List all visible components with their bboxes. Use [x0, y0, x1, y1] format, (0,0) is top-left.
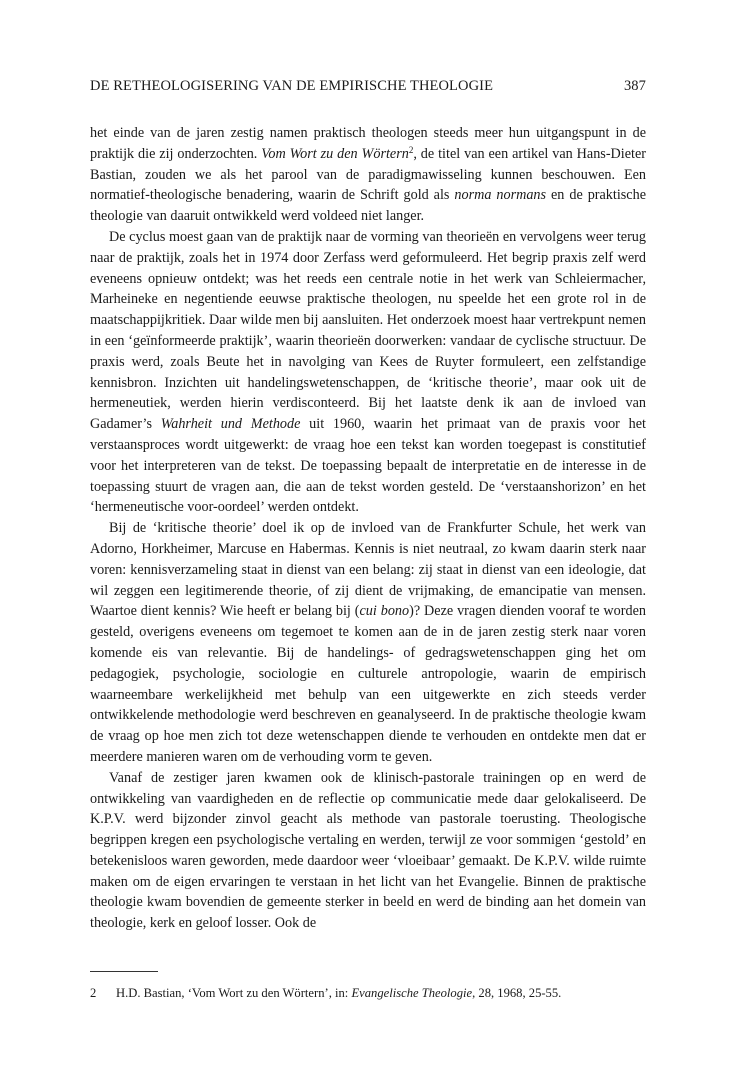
italic-text: Vom Wort zu den Wörtern: [261, 145, 409, 162]
text-run: en de praktische theologie van daaruit ontwikkeld werd voldeed niet langer.: [90, 187, 646, 225]
footnote-number: 2: [90, 986, 97, 1000]
text-run: H.D. Bastian, ‘Vom Wort zu den Wörtern’, in:: [116, 986, 352, 1000]
footnote-reference: 2: [408, 144, 414, 155]
running-head: [90, 78, 646, 100]
italic-text: norma normans: [454, 187, 547, 204]
text-run: Bij de ‘kritische theorie’ doel ik op de invloed van de Frankfurter Schule, het werk van Adorno, Horkheimer, Marcuse en Habermas. Kennis is niet neutraal, zo kwam daarin sterk naar voren: kennisverzameling staat in dienst van een belang: zij staat in dienst van een ideologie, dat wil zeggen een legitimerende theorie, of zij dient de vrijmaking, de emancipatie van mensen. Waartoe dient kennis? Wie heeft er belang bij (: [90, 520, 646, 620]
text-run: uit 1960, waarin het primaat van de praxis voor het verstaansproces wordt uitgewerkt: de vraag hoe een tekst kan worden toegepast is constitutief voor het interpreteren van de tekst. De toepassing bepaalt de interpretatie en de interesse in de toepassing stuurt de vragen aan, die aan de tekst worden gesteld. De ‘verstaanshorizon’ en het ‘hermeneutische voor-oordeel’ werden ontdekt.: [90, 416, 646, 516]
paragraph: [90, 123, 646, 227]
running-head-title: DE RETHEOLOGISERING VAN DE EMPIRISCHE THEOLOGIE: [90, 78, 494, 94]
book-page: [90, 0, 646, 1068]
footnote: [90, 985, 646, 1001]
text-run: , 28, 1968, 25-55.: [472, 986, 562, 1000]
text-run: De cyclus moest gaan van de praktijk naar de vorming van theorieën en vervolgens weer terug naar de praktijk, zoals het in 1974 door Zerfass werd geformuleerd. Het begrip praxis zelf werd eveneens opnieuw ontdekt; was het reeds een centrale notie in het werk van Schleiermacher, Marheineke en negentiende eeuwse praktische theologen, nu speelde het een grote rol in de maatschappijkritiek. Daar wilde men bij aansluiten. Het onderzoek moest haar vertrekpunt nemen in een ‘geïnformeerde praktijk’, waarin theorieën doorwerken: vandaar de cyclische structuur. De praxis werd, zoals Beute het in navolging van Kees de Ruyter formuleert, een zelfstandige kennisbron. Inzichten uit handelingswetenschappen, de ‘kritische theorie’, maar ook uit de hermeneutiek, werden hierin verdisconteerd. Bij het laatste denk ik aan de invloed van Gadamer’s: [90, 228, 646, 433]
paragraph: [90, 518, 646, 768]
footnote-divider: [90, 971, 158, 972]
page-number: 387: [623, 78, 646, 94]
italic-text: cui bono: [359, 603, 410, 620]
footnote-text: [116, 986, 561, 1000]
italic-text: Evangelische Theologie: [351, 986, 473, 1000]
text-run: Vanaf de zestiger jaren kwamen ook de klinisch-pastorale trainingen op en werd de ontwikkeling van vaardigheden en de reflectie op communicatie mede daar gelokaliseerd. De K.P.V. werd bijzonder zinvol geacht als methode van pastorale toerusting. Theologische begrippen kregen een psychologische vertaling en werden, terwijl ze voor sommigen ‘gestold’ en betekenisloos waren geworden, mede daardoor weer ‘vloeibaar’ gemaakt. De K.P.V. wilde ruimte maken om de eigen ervaringen te verstaan in het licht van het Evangelie. Binnen de praktische theologie kwam bovendien de gemeente sterker in beeld en werd de binding aan het domein van theologie, kerk en geloof losser. Ook de: [90, 769, 646, 932]
italic-text: Wahrheit und Methode: [160, 416, 301, 433]
paragraph: [90, 227, 646, 518]
body-text: [90, 123, 646, 934]
text-run: het einde van de jaren zestig namen praktisch theologen steeds meer hun uitgangspunt in de praktijk die zij onderzochten.: [90, 125, 646, 162]
text-run: , de titel van een artikel van Hans-Dieter Bastian, zouden we als het parool van de paradigmawisseling kunnen beschouwen. Een normatief-theologische benadering, waarin de Schrift gold als: [90, 145, 646, 204]
text-run: )? Deze vragen dienden vooraf te worden gesteld, overigens eveneens om tegemoet te komen aan de in de jaren zestig sterk naar voren komende eis van relevantie. Bij de handelings- of gedragswetenschappen ging het om pedagogiek, psychologie, sociologie en culturele antropologie, waarin de empirisch waarneembare werkelijkheid met behulp van een uitgewerkte en zich steeds verder ontwikkelende methodologie werd beschreven en geanalyseerd. In de praktische theologie kwam de vraag op hoe men zich tot deze wetenschappen diende te verhouden en ontdekte men dat er meerdere manieren waren om de verhouding vorm te geven.: [90, 603, 646, 765]
paragraph: [90, 768, 646, 934]
